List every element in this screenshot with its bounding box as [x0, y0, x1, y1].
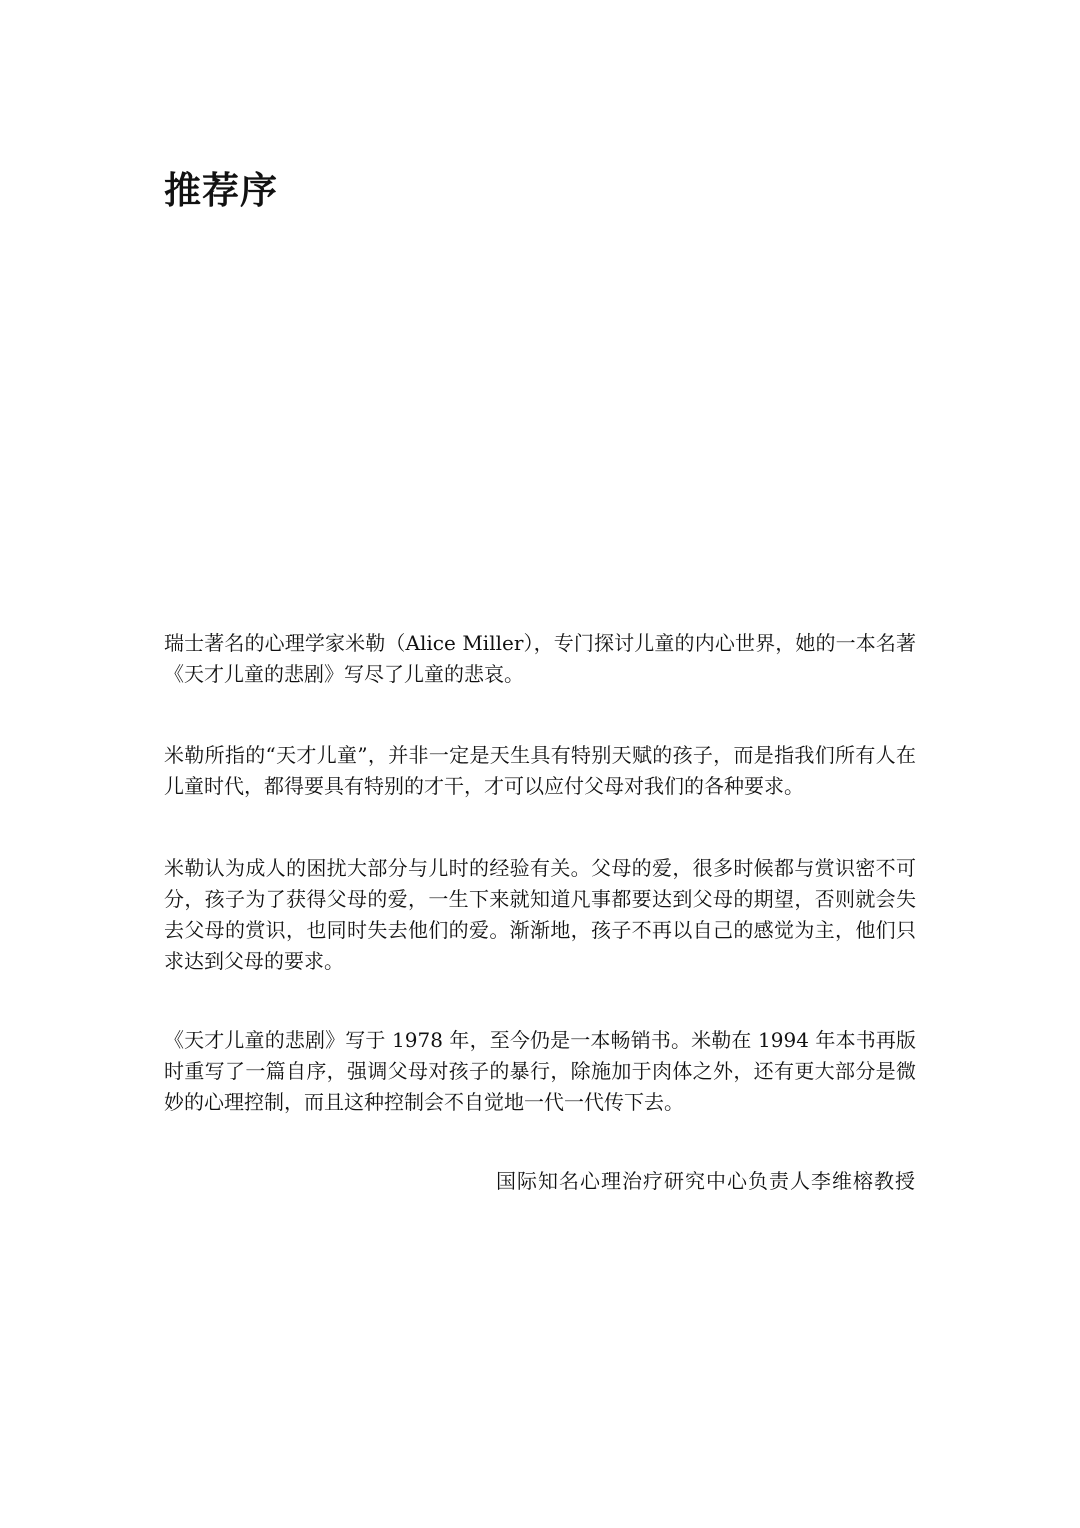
- paragraph-1: 瑞士著名的心理学家米勒（Alice Miller），专门探讨儿童的内心世界，她的一本名著《天才儿童的悲剧》写尽了儿童的悲哀。: [164, 631, 916, 686]
- author-signature: 国际知名心理治疗研究中心负责人李维榕教授: [496, 1169, 916, 1193]
- paragraph-4: 《天才儿童的悲剧》写于 1978 年，至今仍是一本畅销书。米勒在 1994 年本书再版时重写了一篇自序，强调父母对孩子的暴行，除施加于肉体之外，还有更大部分是微妙的心理控制，而且这种控制会不自觉地一代一代传下去。: [164, 1028, 916, 1114]
- paragraph-3: 米勒认为成人的困扰大部分与儿时的经验有关。父母的爱，很多时候都与赏识密不可分，孩子为了获得父母的爱，一生下来就知道凡事都要达到父母的期望，否则就会失去父母的赏识，也同时失去他们的爱。渐渐地，孩子不再以自己的感觉为主，他们只求达到父母的要求。: [164, 856, 916, 973]
- page-title: 推荐序: [164, 168, 278, 212]
- paragraph-2: 米勒所指的“天才儿童”，并非一定是天生具有特别天赋的孩子，而是指我们所有人在儿童时代，都得要具有特别的才干，才可以应付父母对我们的各种要求。: [164, 743, 916, 798]
